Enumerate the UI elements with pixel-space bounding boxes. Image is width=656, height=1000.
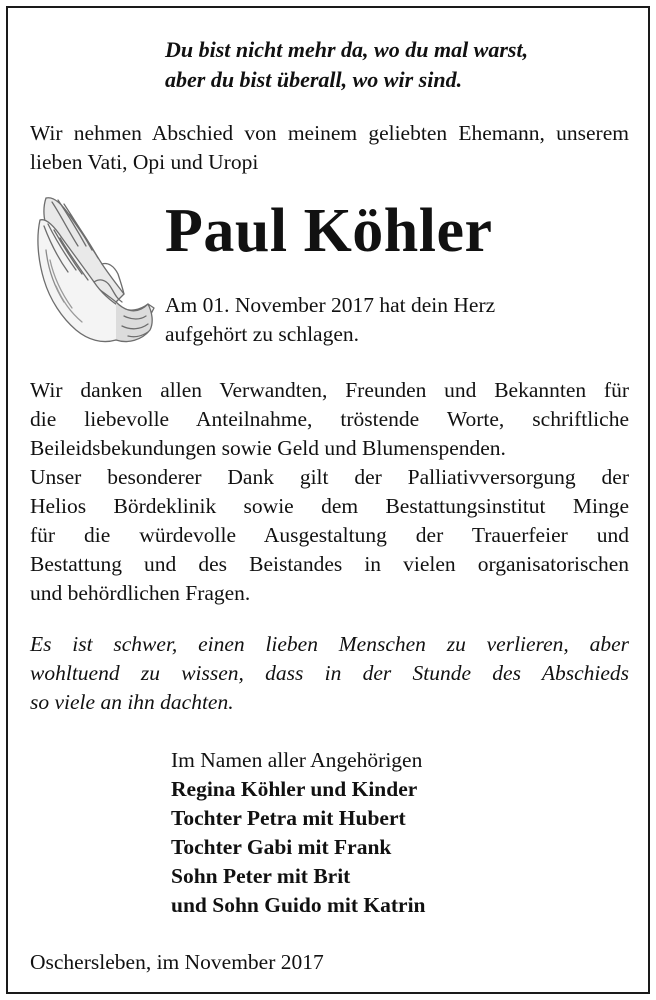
family-member: Tochter Petra mit Hubert [171,806,406,830]
thanks-line: Wir danken allen Verwandten, Freunden und Bekannten für [30,378,629,402]
death-line: Am 01. November 2017 hat dein Herz [165,293,496,317]
thanks-line: Beileidsbekundungen sowie Geld und Blumenspenden. [30,436,506,460]
closing-line: so viele an ihn dachten. [30,690,234,714]
closing-line: Es ist schwer, einen lieben Menschen zu verlieren, aber [30,632,629,656]
thanks-line: und behördlichen Fragen. [30,581,251,605]
signature-block [171,746,426,920]
thanks-line: Bestattung und des Beistandes in vielen organisatorischen [30,552,629,576]
thanks-paragraph [30,376,629,608]
deceased-name: Paul Köhler [165,197,493,265]
closing-quote [30,630,629,717]
motto-line: aber du bist überall, wo wir sind. [165,67,463,92]
family-member: Tochter Gabi mit Frank [171,835,392,859]
family-member: Regina Köhler und Kinder [171,777,418,801]
family-member: Sohn Peter mit Brit [171,864,351,888]
family-member: und Sohn Guido mit Katrin [171,893,426,917]
obituary-notice [6,6,650,994]
place-and-date: Oschersleben, im November 2017 [30,950,324,974]
thanks-line: die liebevolle Anteilnahme, tröstende Worte, schriftliche [30,407,629,431]
death-line: aufgehört zu schlagen. [165,322,360,346]
death-statement [165,291,495,349]
closing-line: wohltuend zu wissen, dass in der Stunde des Abschieds [30,661,629,685]
thanks-line: für die würdevolle Ausgestaltung der Trauerfeier und [30,523,629,547]
praying-hands-icon [32,190,156,348]
motto-quote [165,35,528,95]
intro-text: Wir nehmen Abschied von meinem geliebten Ehemann, unserem lieben Vati, Opi und Uropi [30,121,629,174]
signature-lead: Im Namen aller Angehörigen [171,748,423,772]
thanks-line: Helios Bördeklinik sowie dem Bestattungsinstitut Minge [30,494,629,518]
thanks-line: Unser besonderer Dank gilt der Palliativversorgung der [30,465,629,489]
motto-line: Du bist nicht mehr da, wo du mal warst, [165,37,529,62]
